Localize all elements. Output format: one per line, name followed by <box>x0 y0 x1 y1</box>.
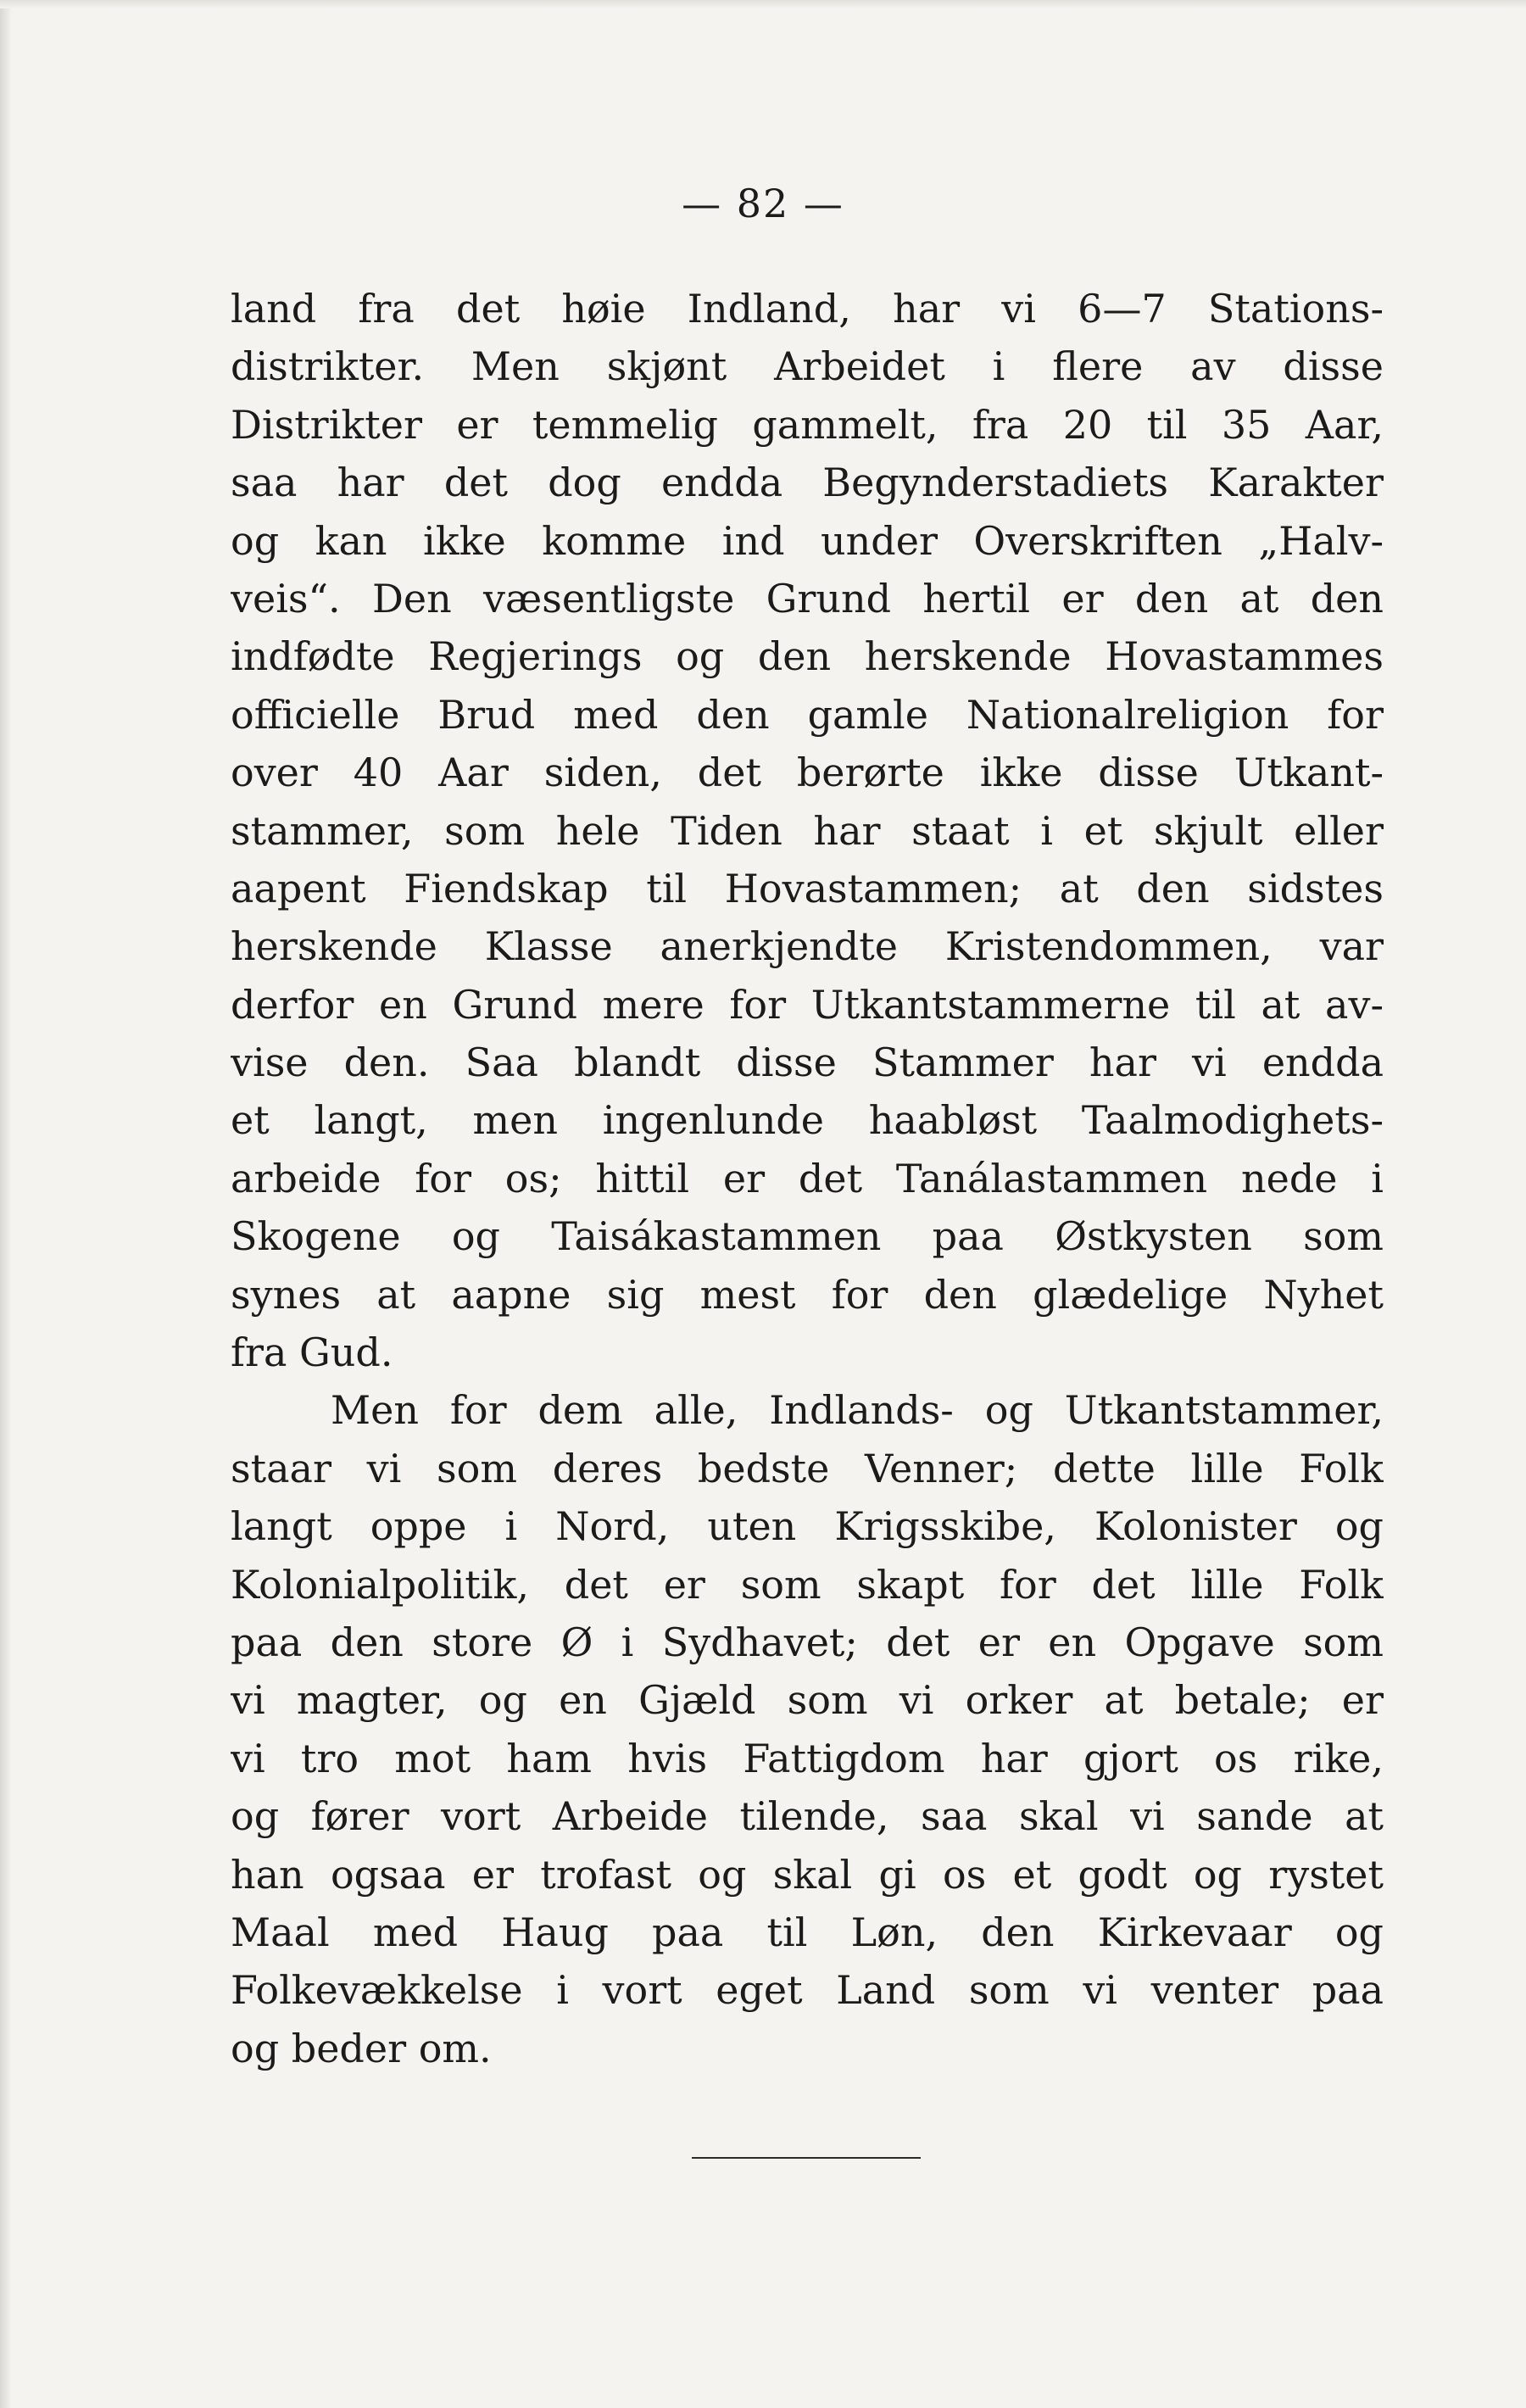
text-line: derfor en Grund mere for Utkantstammerne til at av- <box>231 981 1384 1028</box>
page-top-shadow <box>0 0 1526 8</box>
text-line: fra Gud. <box>231 1329 393 1376</box>
text-line: herskende Klasse anerkjendte Kristendommen, var <box>231 923 1384 970</box>
text-line: vi tro mot ham hvis Fattigdom har gjort os rike, <box>231 1735 1384 1781</box>
text-line: Folkevækkelse i vort eget Land som vi venter paa <box>231 1967 1384 2014</box>
text-line: Kolonialpolitik, det er som skapt for det lille Folk <box>231 1561 1384 1608</box>
body-text <box>231 280 1384 2077</box>
text-line: aapent Fiendskap til Hovastammen; at den sidstes <box>231 865 1384 911</box>
text-line: vi magter, og en Gjæld som vi orker at betale; er <box>231 1677 1384 1724</box>
text-line: og beder om. <box>231 2025 492 2071</box>
text-line: og kan ikke komme ind under Overskriften „Halv- <box>231 517 1384 564</box>
text-line: Distrikter er temmelig gammelt, fra 20 til 35 Aar, <box>231 401 1384 448</box>
text-line: Skogene og Taisákastammen paa Østkysten som <box>231 1213 1384 1260</box>
text-line: Maal med Haug paa til Løn, den Kirkevaar og <box>231 1909 1384 1955</box>
text-line: over 40 Aar siden, det berørte ikke disse Utkant- <box>231 750 1384 796</box>
text-line: officielle Brud med den gamle Nationalreligion for <box>231 691 1384 738</box>
text-line: et langt, men ingenlunde haabløst Taalmodighets- <box>231 1097 1384 1144</box>
text-line: vise den. Saa blandt disse Stammer har vi endda <box>231 1040 1384 1086</box>
page-edge-shadow <box>0 0 12 2408</box>
text-line: distrikter. Men skjønt Arbeidet i flere av disse <box>231 343 1384 390</box>
text-line: paa den store Ø i Sydhavet; det er en Opgave som <box>231 1619 1384 1665</box>
text-line: stammer, som hele Tiden har staat i et skjult eller <box>231 807 1384 854</box>
text-line: veis“. Den væsentligste Grund hertil er den at den <box>231 575 1384 622</box>
text-line: land fra det høie Indland, har vi 6—7 Stations- <box>231 286 1384 332</box>
text-line: indfødte Regjerings og den herskende Hovastammes <box>231 633 1384 680</box>
end-rule <box>692 2157 921 2159</box>
text-line: og fører vort Arbeide tilende, saa skal vi sande at <box>231 1793 1384 1840</box>
page-number: — 82 — <box>682 181 844 226</box>
text-line: han ogsaa er trofast og skal gi os et godt og rystet <box>231 1851 1384 1898</box>
text-line: saa har det dog endda Begynderstadiets Karakter <box>231 460 1384 506</box>
text-line: synes at aapne sig mest for den glædelige Nyhet <box>231 1271 1384 1318</box>
text-line: staar vi som deres bedste Venner; dette lille Folk <box>231 1445 1384 1491</box>
text-line: Men for dem alle, Indlands- og Utkantstammer, <box>331 1387 1384 1434</box>
text-line: langt oppe i Nord, uten Krigsskibe, Kolonister og <box>231 1503 1384 1550</box>
text-line: arbeide for os; hittil er det Tanálastammen nede i <box>231 1155 1384 1201</box>
